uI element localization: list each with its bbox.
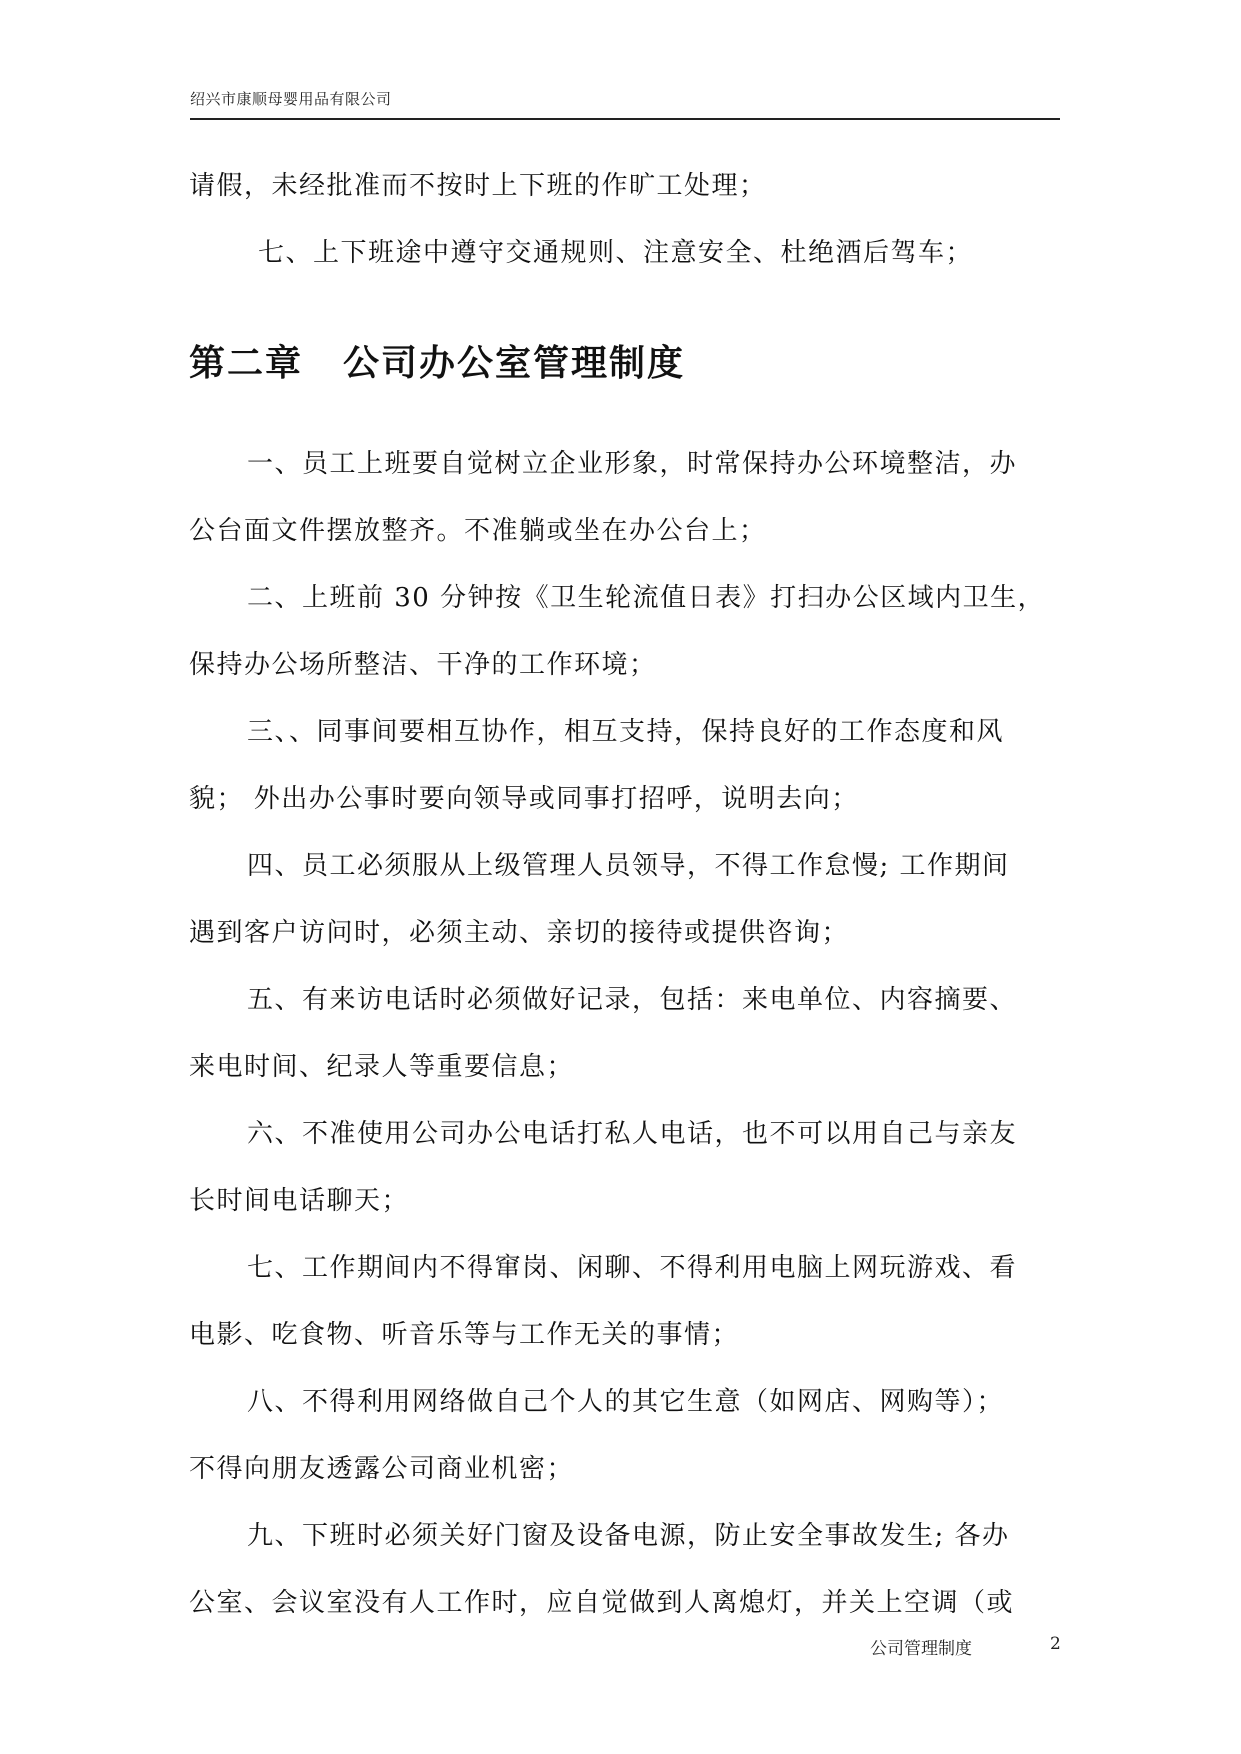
paragraph-line: 七、上下班途中遵守交通规则、注意安全、杜绝酒后驾车； [258, 238, 974, 268]
body-line: 七、工作期间内不得窜岗、闲聊、不得利用电脑上网玩游戏、看 [247, 1253, 1018, 1283]
body-line: 貌； 外出办公事时要向领导或同事打招呼，说明去向； [189, 784, 859, 814]
company-name: 绍兴市康顺母婴用品有限公司 [190, 90, 392, 108]
body-line: 八、不得利用网络做自己个人的其它生意（如网店、网购等）； [247, 1387, 1005, 1417]
body-line: 保持办公场所整洁、干净的工作环境； [189, 650, 657, 680]
body-line: 三、、同事间要相互协作，相互支持，保持良好的工作态度和风 [247, 717, 1005, 747]
body-line: 电影、吃食物、听音乐等与工作无关的事情； [189, 1320, 740, 1350]
chapter-title: 公司办公室管理制度 [343, 343, 686, 384]
page-number: 2 [1050, 1634, 1061, 1654]
body-line: 公室、会议室没有人工作时，应自觉做到人离熄灯，并关上空调（或 [189, 1588, 1015, 1618]
body-line: 遇到客户访问时，必须主动、亲切的接待或提供咨询； [189, 918, 850, 948]
body-line: 不得向朋友透露公司商业机密； [189, 1454, 575, 1484]
body-line: 五、有来访电话时必须做好记录，包括：来电单位、内容摘要、 [247, 985, 1018, 1015]
chapter-number: 第二章 [189, 343, 304, 384]
page-header [190, 88, 1060, 120]
body-line: 公台面文件摆放整齐。不准躺或坐在办公台上； [189, 516, 767, 546]
body-line: 一、员工上班要自觉树立企业形象，时常保持办公环境整洁，办 [247, 449, 1018, 479]
paragraph-line: 请假，未经批准而不按时上下班的作旷工处理； [189, 171, 767, 201]
footer-title: 公司管理制度 [870, 1639, 972, 1659]
body-line: 长时间电话聊天； [189, 1186, 410, 1216]
body-line: 四、员工必须服从上级管理人员领导，不得工作怠慢; 工作期间 [247, 851, 1010, 881]
chapter-heading [189, 335, 685, 386]
body-line: 来电时间、纪录人等重要信息； [189, 1052, 575, 1082]
body-line: 二、上班前 30 分钟按《卫生轮流值日表》打扫办公区域内卫生， [247, 583, 1046, 613]
body-line: 九、下班时必须关好门窗及设备电源，防止安全事故发生; 各办 [247, 1521, 1010, 1551]
body-line: 六、不准使用公司办公电话打私人电话，也不可以用自己与亲友 [247, 1119, 1018, 1149]
